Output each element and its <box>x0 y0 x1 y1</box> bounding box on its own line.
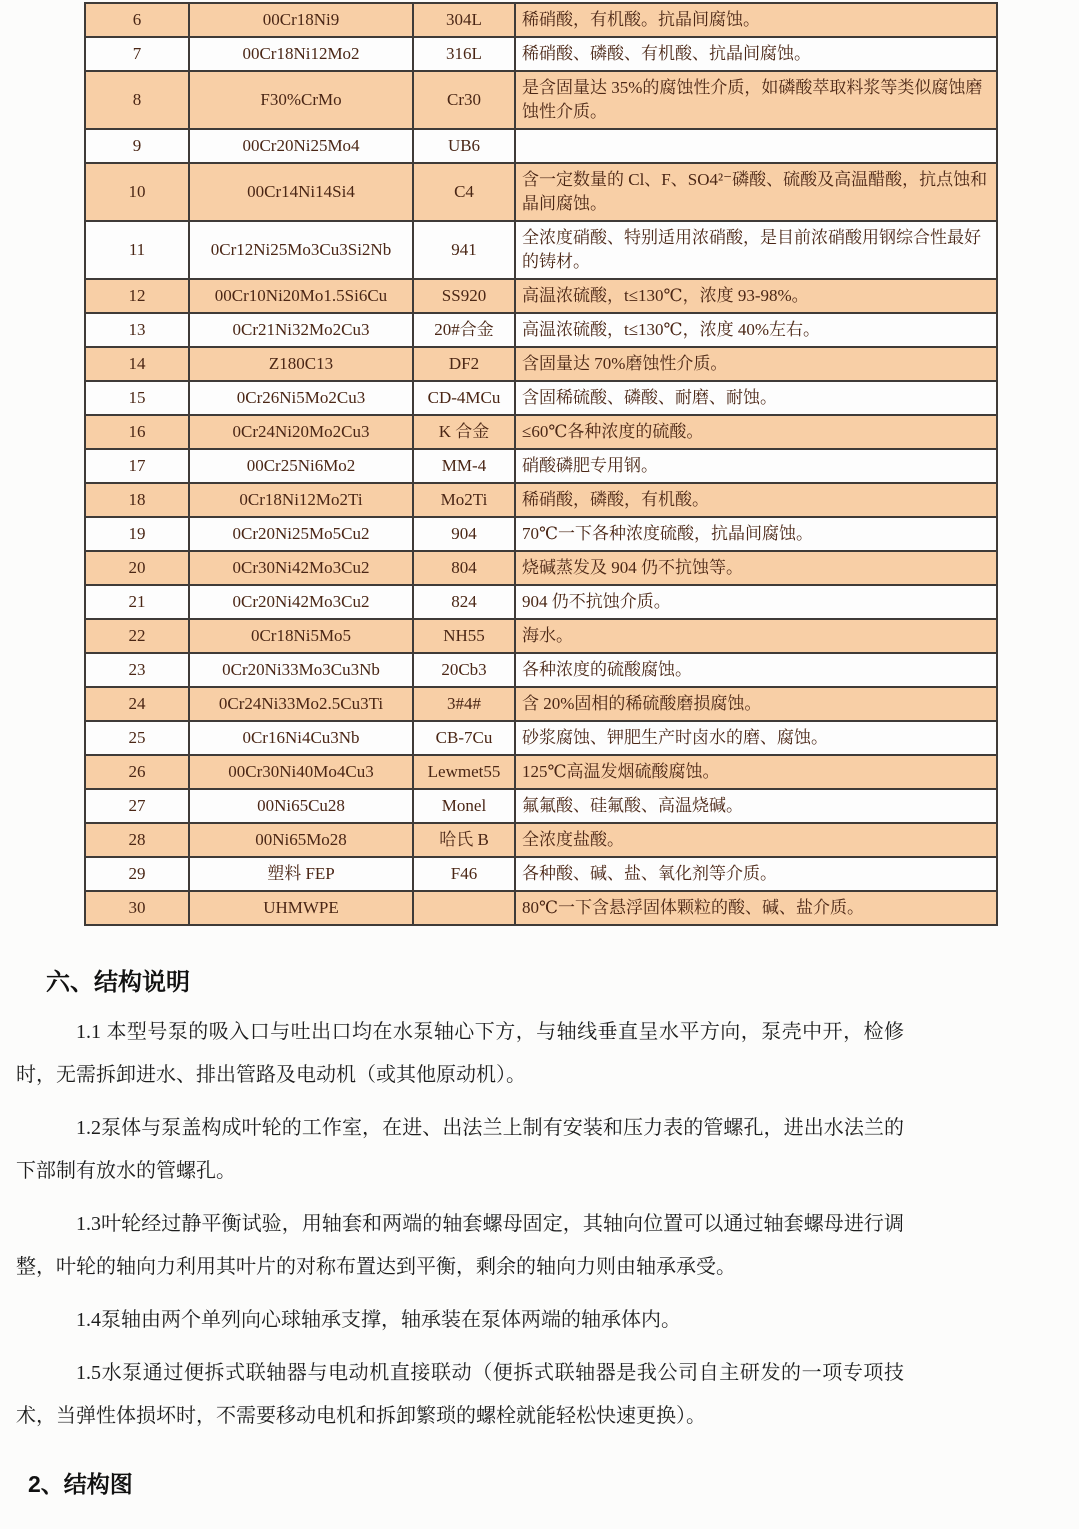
table-row <box>85 483 997 517</box>
structure-section-heading: 六、结构说明 <box>46 969 190 996</box>
cell-applicable-media: 含固稀硫酸、磷酸、耐磨、耐蚀。 <box>515 381 997 415</box>
cell-material-code: 00Cr18Ni12Mo2 <box>189 37 413 71</box>
cell-row-number: 14 <box>85 347 189 381</box>
cell-applicable-media: 高温浓硫酸，t≤130℃，浓度 93-98%。 <box>515 279 997 313</box>
cell-row-number: 27 <box>85 789 189 823</box>
cell-material-code: 0Cr26Ni5Mo2Cu3 <box>189 381 413 415</box>
table-row <box>85 891 997 925</box>
cell-applicable-media: 80℃一下含悬浮固体颗粒的酸、碱、盐介质。 <box>515 891 997 925</box>
structure-paragraphs <box>16 1011 904 1438</box>
table-row <box>85 687 997 721</box>
cell-alloy-grade: 3#4# <box>413 687 515 721</box>
table-row <box>85 415 997 449</box>
cell-row-number: 13 <box>85 313 189 347</box>
table-row <box>85 721 997 755</box>
cell-row-number: 19 <box>85 517 189 551</box>
cell-alloy-grade: MM-4 <box>413 449 515 483</box>
cell-applicable-media: 各种浓度的硫酸腐蚀。 <box>515 653 997 687</box>
cell-row-number: 8 <box>85 71 189 129</box>
cell-applicable-media: 含一定数量的 Cl、F、SO4²⁻磷酸、硫酸及高温醋酸，抗点蚀和晶间腐蚀。 <box>515 163 997 221</box>
material-table-body <box>85 3 997 925</box>
table-row <box>85 857 997 891</box>
table-row <box>85 279 997 313</box>
cell-applicable-media: 904 仍不抗蚀介质。 <box>515 585 997 619</box>
cell-alloy-grade: NH55 <box>413 619 515 653</box>
structure-paragraph-3: 1.3叶轮经过静平衡试验，用轴套和两端的轴套螺母固定，其轴向位置可以通过轴套螺母进行调整，叶轮的轴向力利用其叶片的对称布置达到平衡，剩余的轴向力则由轴承承受。 <box>16 1213 904 1278</box>
cell-material-code: 00Ni65Mo28 <box>189 823 413 857</box>
cell-alloy-grade: 哈氏 B <box>413 823 515 857</box>
cell-material-code: UHMWPE <box>189 891 413 925</box>
cell-applicable-media: 稀硝酸、磷酸、有机酸、抗晶间腐蚀。 <box>515 37 997 71</box>
cell-applicable-media: 稀硝酸，磷酸，有机酸。 <box>515 483 997 517</box>
cell-alloy-grade: F46 <box>413 857 515 891</box>
cell-alloy-grade: CB-7Cu <box>413 721 515 755</box>
cell-material-code: 00Cr10Ni20Mo1.5Si6Cu <box>189 279 413 313</box>
cell-alloy-grade <box>413 891 515 925</box>
cell-row-number: 15 <box>85 381 189 415</box>
cell-material-code: Z180C13 <box>189 347 413 381</box>
cell-alloy-grade: 20#合金 <box>413 313 515 347</box>
cell-applicable-media: 砂浆腐蚀、钾肥生产时卤水的磨、腐蚀。 <box>515 721 997 755</box>
table-row <box>85 313 997 347</box>
cell-applicable-media: 70℃一下各种浓度硫酸，抗晶间腐蚀。 <box>515 517 997 551</box>
cell-material-code: 0Cr24Ni20Mo2Cu3 <box>189 415 413 449</box>
cell-row-number: 7 <box>85 37 189 71</box>
table-row <box>85 789 997 823</box>
cell-row-number: 12 <box>85 279 189 313</box>
table-row <box>85 221 997 279</box>
table-row <box>85 517 997 551</box>
table-row <box>85 823 997 857</box>
cell-applicable-media: 125℃高温发烟硫酸腐蚀。 <box>515 755 997 789</box>
cell-row-number: 24 <box>85 687 189 721</box>
cell-alloy-grade: 304L <box>413 3 515 37</box>
document-page <box>0 2 1079 1529</box>
cell-applicable-media <box>515 129 997 163</box>
cell-alloy-grade: Mo2Ti <box>413 483 515 517</box>
cell-applicable-media: ≤60℃各种浓度的硫酸。 <box>515 415 997 449</box>
cell-row-number: 21 <box>85 585 189 619</box>
cell-material-code: 0Cr30Ni42Mo3Cu2 <box>189 551 413 585</box>
cell-material-code: 00Cr25Ni6Mo2 <box>189 449 413 483</box>
cell-row-number: 11 <box>85 221 189 279</box>
cell-material-code: 0Cr24Ni33Mo2.5Cu3Ti <box>189 687 413 721</box>
cell-applicable-media: 含固量达 70%磨蚀性介质。 <box>515 347 997 381</box>
cell-material-code: 00Cr18Ni9 <box>189 3 413 37</box>
cell-row-number: 22 <box>85 619 189 653</box>
cell-row-number: 30 <box>85 891 189 925</box>
cell-applicable-media: 氟氟酸、硅氟酸、高温烧碱。 <box>515 789 997 823</box>
cell-applicable-media: 各种酸、碱、盐、氧化剂等介质。 <box>515 857 997 891</box>
cell-applicable-media: 是含固量达 35%的腐蚀性介质，如磷酸萃取料浆等类似腐蚀磨蚀性介质。 <box>515 71 997 129</box>
cell-material-code: 0Cr16Ni4Cu3Nb <box>189 721 413 755</box>
cell-alloy-grade: DF2 <box>413 347 515 381</box>
cell-row-number: 6 <box>85 3 189 37</box>
cell-applicable-media: 全浓度硝酸、特别适用浓硝酸，是目前浓硝酸用钢综合性最好的铸材。 <box>515 221 997 279</box>
structure-paragraph-1: 1.1 本型号泵的吸入口与吐出口均在水泵轴心下方，与轴线垂直呈水平方向，泵壳中开，检修时，无需拆卸进水、排出管路及电动机（或其他原动机）。 <box>16 1021 904 1086</box>
cell-material-code: 0Cr18Ni12Mo2Ti <box>189 483 413 517</box>
cell-material-code: 00Cr30Ni40Mo4Cu3 <box>189 755 413 789</box>
cell-row-number: 17 <box>85 449 189 483</box>
table-row <box>85 163 997 221</box>
cell-alloy-grade: Lewmet55 <box>413 755 515 789</box>
cell-row-number: 28 <box>85 823 189 857</box>
cell-alloy-grade: 941 <box>413 221 515 279</box>
cell-material-code: 0Cr21Ni32Mo2Cu3 <box>189 313 413 347</box>
cell-alloy-grade: 316L <box>413 37 515 71</box>
cell-row-number: 29 <box>85 857 189 891</box>
cell-alloy-grade: SS920 <box>413 279 515 313</box>
table-row <box>85 619 997 653</box>
cell-applicable-media: 含 20%固相的稀硫酸磨损腐蚀。 <box>515 687 997 721</box>
cell-alloy-grade: 904 <box>413 517 515 551</box>
cell-alloy-grade: Cr30 <box>413 71 515 129</box>
table-row <box>85 347 997 381</box>
table-row <box>85 37 997 71</box>
cell-material-code: 00Ni65Cu28 <box>189 789 413 823</box>
cell-row-number: 18 <box>85 483 189 517</box>
cell-row-number: 16 <box>85 415 189 449</box>
cell-alloy-grade: C4 <box>413 163 515 221</box>
cell-material-code: 0Cr20Ni42Mo3Cu2 <box>189 585 413 619</box>
cell-row-number: 25 <box>85 721 189 755</box>
cell-applicable-media: 海水。 <box>515 619 997 653</box>
cell-alloy-grade: CD-4MCu <box>413 381 515 415</box>
structure-paragraph-4: 1.4泵轴由两个单列向心球轴承支撑，轴承装在泵体两端的轴承体内。 <box>76 1309 681 1331</box>
cell-material-code: F30%CrMo <box>189 71 413 129</box>
cell-alloy-grade: Monel <box>413 789 515 823</box>
cell-alloy-grade: 824 <box>413 585 515 619</box>
structure-paragraph-2: 1.2泵体与泵盖构成叶轮的工作室，在进、出法兰上制有安装和压力表的管螺孔，进出水法兰的下部制有放水的管螺孔。 <box>16 1117 904 1182</box>
cell-material-code: 00Cr14Ni14Si4 <box>189 163 413 221</box>
table-row <box>85 3 997 37</box>
cell-material-code: 0Cr20Ni25Mo5Cu2 <box>189 517 413 551</box>
material-table-wrap <box>84 2 996 926</box>
cell-applicable-media: 全浓度盐酸。 <box>515 823 997 857</box>
table-row <box>85 755 997 789</box>
material-table <box>84 2 998 926</box>
cell-row-number: 10 <box>85 163 189 221</box>
cell-applicable-media: 烧碱蒸发及 904 仍不抗蚀等。 <box>515 551 997 585</box>
structure-diagram-heading: 2、结构图 <box>28 1471 133 1497</box>
cell-alloy-grade: 804 <box>413 551 515 585</box>
cell-row-number: 20 <box>85 551 189 585</box>
cell-row-number: 26 <box>85 755 189 789</box>
cell-material-code: 0Cr20Ni33Mo3Cu3Nb <box>189 653 413 687</box>
cell-applicable-media: 高温浓硫酸，t≤130℃，浓度 40%左右。 <box>515 313 997 347</box>
table-row <box>85 129 997 163</box>
table-row <box>85 585 997 619</box>
cell-alloy-grade: K 合金 <box>413 415 515 449</box>
table-row <box>85 551 997 585</box>
table-row <box>85 653 997 687</box>
table-row <box>85 449 997 483</box>
cell-row-number: 23 <box>85 653 189 687</box>
table-row <box>85 381 997 415</box>
cell-material-code: 0Cr12Ni25Mo3Cu3Si2Nb <box>189 221 413 279</box>
cell-material-code: 00Cr20Ni25Mo4 <box>189 129 413 163</box>
cell-row-number: 9 <box>85 129 189 163</box>
cell-applicable-media: 硝酸磷肥专用钢。 <box>515 449 997 483</box>
table-row <box>85 71 997 129</box>
cell-material-code: 0Cr18Ni5Mo5 <box>189 619 413 653</box>
cell-alloy-grade: 20Cb3 <box>413 653 515 687</box>
structure-paragraph-5: 1.5水泵通过便拆式联轴器与电动机直接联动（便拆式联轴器是我公司自主研发的一项专项技术，当弹性体损坏时，不需要移动电机和拆卸繁琐的螺栓就能轻松快速更换）。 <box>16 1362 904 1427</box>
cell-alloy-grade: UB6 <box>413 129 515 163</box>
cell-applicable-media: 稀硝酸，有机酸。抗晶间腐蚀。 <box>515 3 997 37</box>
cell-material-code: 塑料 FEP <box>189 857 413 891</box>
